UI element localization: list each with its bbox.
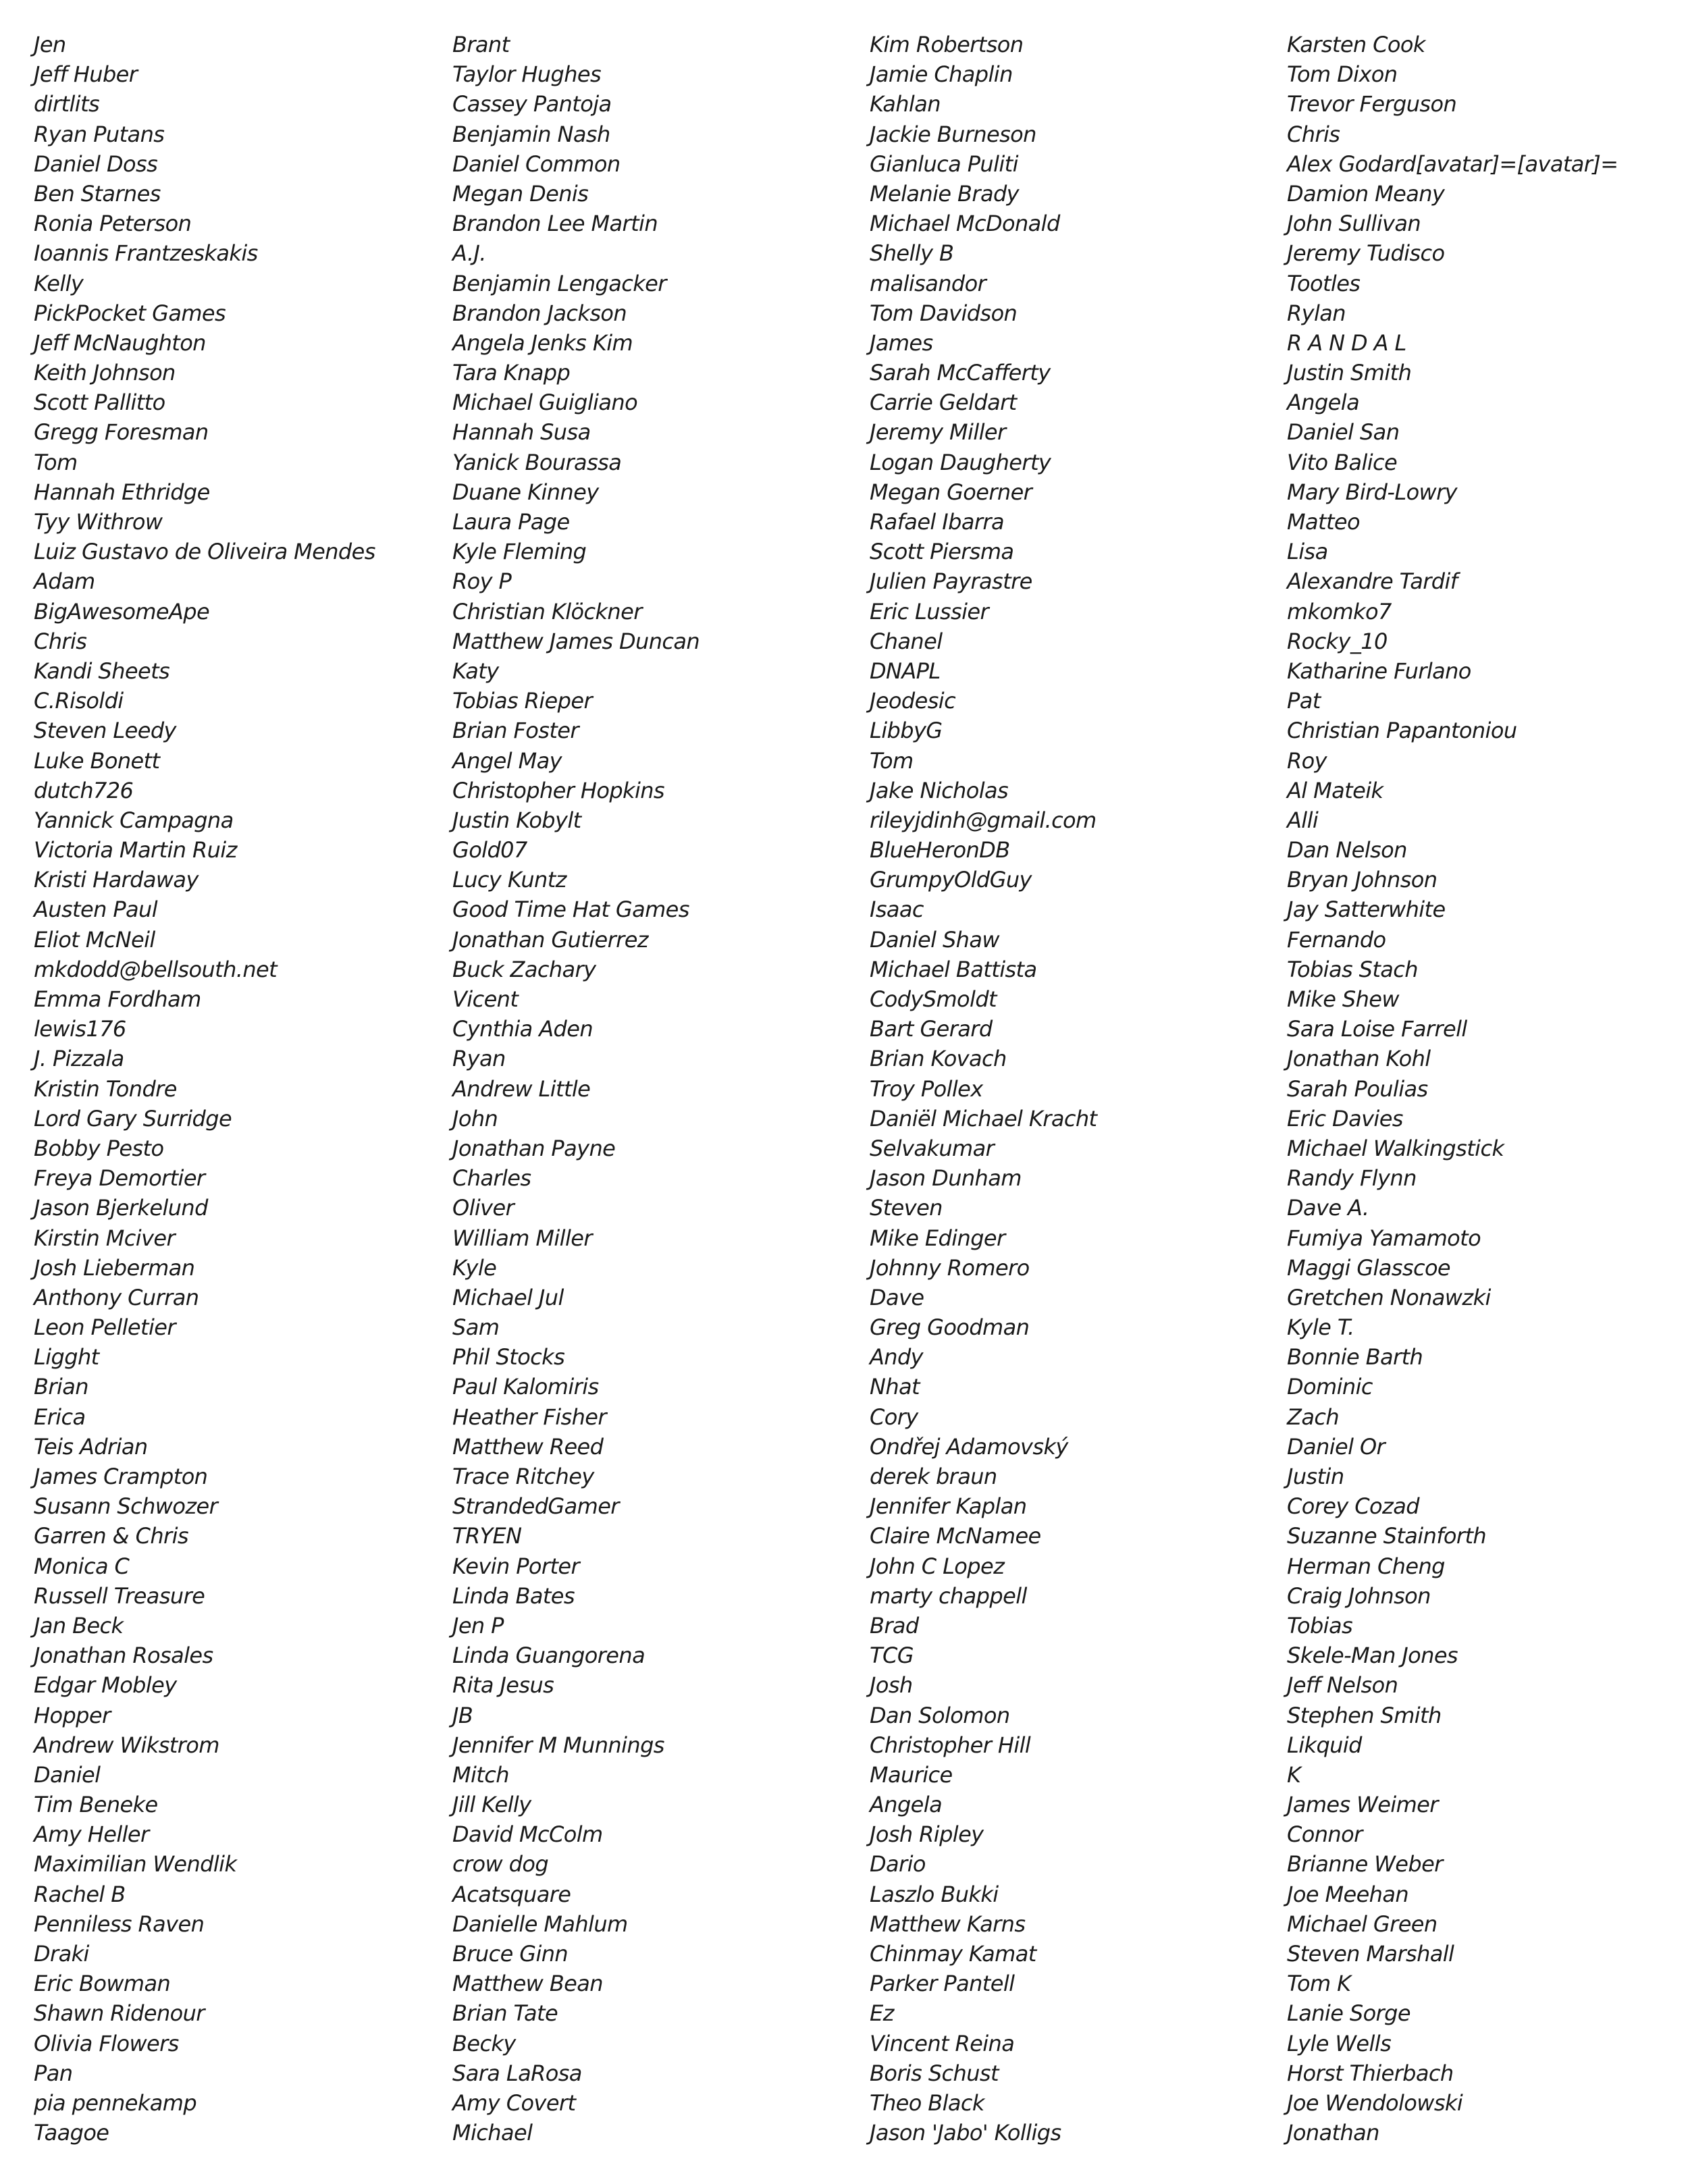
backer-name: Emma Fordham [34,986,201,1012]
backer-name: Michael Walkingstick [1287,1135,1504,1161]
backer-name: Lisa [1287,539,1328,565]
backer-name: Jason Bjerkelund [34,1195,208,1221]
backer-name: GrumpyOldGuy [870,867,1032,893]
backer-name: Yannick Campagna [34,807,234,833]
backer-name: Eric Lussier [870,598,989,624]
backer-name: Cory [870,1404,918,1430]
backer-name: Daniel Common [452,151,621,177]
backer-name: Bryan Johnson [1287,867,1438,893]
backer-name: Mike Shew [1287,986,1399,1012]
backer-name: Pat [1287,688,1321,714]
backer-name: Dave [870,1284,924,1310]
backer-name: Lanie Sorge [1287,2000,1410,2027]
backer-name: Bart Gerard [870,1016,993,1042]
backer-name: Brian Kovach [870,1046,1007,1072]
backer-name: Andrew Wikstrom [34,1732,219,1758]
backer-name: Jan Beck [34,1612,124,1639]
backer-name: Gregg Foresman [34,419,209,446]
backer-name: Tom [34,449,78,475]
backer-name: Michael Green [1287,1911,1438,1937]
backer-name: Jamie Chaplin [870,61,1013,88]
backer-name: Justin Kobylt [452,807,581,833]
backer-name: Hopper [34,1702,111,1728]
backer-name: Laura Page [452,509,570,535]
backer-name: Vincent Reina [870,2030,1015,2056]
backer-name: Brian Foster [452,718,579,744]
backer-name: Tobias Rieper [452,688,592,714]
backer-name: Tom K [1287,1971,1351,1997]
backer-name: Christian Klöckner [452,598,642,624]
backer-name: Jennifer M Munnings [452,1732,664,1758]
backer-name: Alli [1287,807,1319,833]
backer-name: Daniel Doss [34,151,158,177]
backer-name: Linda Guangorena [452,1643,645,1669]
backer-name: Fumiya Yamamoto [1287,1225,1481,1251]
backer-name: Daniel Shaw [870,926,999,953]
backer-name: Claire McNamee [870,1523,1041,1549]
backer-name: Chris [1287,121,1340,147]
backer-name: Tyy Withrow [34,509,163,535]
backer-name: James Weimer [1287,1792,1438,1818]
backer-name: Brandon Jackson [452,300,627,326]
backer-name: Dominic [1287,1374,1373,1400]
backer-name: Keith Johnson [34,360,176,386]
backer-name: Cynthia Aden [452,1016,594,1042]
backer-name: Chinmay Kamat [870,1941,1036,1967]
backer-name: Matthew Bean [452,1971,603,1997]
backer-name: Steven [870,1195,943,1221]
backer-name: Tobias [1287,1612,1353,1639]
backer-name: Daniel San [1287,419,1400,446]
backer-name: Kelly [34,270,84,296]
backer-name: Matthew Karns [870,1911,1026,1937]
backer-name: Pan [34,2060,73,2086]
backer-name: Chanel [870,628,943,654]
backer-name: Lyle Wells [1287,2030,1392,2056]
backer-name: Russell Treasure [34,1582,205,1609]
backer-name: Dario [870,1851,926,1877]
backer-name: Daniël Michael Kracht [870,1105,1097,1131]
backer-name: TCG [870,1643,914,1669]
backer-name: Gold07 [452,837,527,863]
backer-name: Josh [870,1672,913,1699]
backer-name: Andy [870,1344,924,1370]
backer-name: Jen [34,32,66,57]
backer-name: Adam [34,568,95,595]
backer-name: Jason 'Jabo' Kolligs [870,2120,1061,2146]
backer-name: Shawn Ridenour [34,2000,205,2027]
backer-name: Horst Thierbach [1287,2060,1454,2086]
backer-name: Tom Dixon [1287,61,1398,88]
backer-name: Angela [1287,390,1360,416]
backer-name: Karsten Cook [1287,32,1425,57]
backer-name: Kyle [452,1254,497,1281]
backer-name: Sarah Poulias [1287,1075,1428,1102]
backer-name: K [1287,1761,1301,1788]
backer-name: Shelly B [870,240,954,267]
backer-name: CodySmoldt [870,986,997,1012]
backer-name: DNAPL [870,658,941,684]
backer-name: Michael Battista [870,956,1037,982]
backer-name: Julien Payrastre [870,568,1032,595]
backer-name: Josh Lieberman [34,1254,195,1281]
backer-name: Kyle T. [1287,1314,1354,1341]
backer-name: crow dog [452,1851,549,1877]
backer-name: Sarah McCafferty [870,360,1051,386]
backer-name: Herman Cheng [1287,1553,1445,1579]
backer-name: Anthony Curran [34,1284,199,1310]
backer-name: Freya Demortier [34,1165,205,1192]
backer-name: Megan Denis [452,180,589,207]
backer-name: Brianne Weber [1287,1851,1443,1877]
backer-name: Sara LaRosa [452,2060,582,2086]
backer-name: Acatsquare [452,1881,571,1907]
backer-name: dutch726 [34,777,134,803]
backer-name: Ez [870,2000,894,2027]
backer-name: Kim Robertson [870,32,1024,57]
backer-name: Angela [870,1792,943,1818]
backer-name: Josh Ripley [870,1821,984,1848]
backer-name: Ronia Peterson [34,211,192,237]
backer-name: Dave A. [1287,1195,1369,1221]
backer-name: Zach [1287,1404,1340,1430]
backer-name: Likquid [1287,1732,1362,1758]
backer-name: Trevor Ferguson [1287,91,1457,117]
backer-name: Ryan Putans [34,121,165,147]
backer-name: Linda Bates [452,1582,575,1609]
backer-name: Joe Wendolowski [1287,2089,1463,2116]
backer-name: pia pennekamp [34,2089,197,2116]
backer-name: Stephen Smith [1287,1702,1442,1728]
backer-name: Olivia Flowers [34,2030,179,2056]
backer-name: Mary Bird-Lowry [1287,479,1458,505]
backer-name: Johnny Romero [870,1254,1030,1281]
backer-name: Parker Pantell [870,1971,1015,1997]
backer-name: BigAwesomeApe [34,598,210,624]
backer-name: Isaac [870,897,924,923]
backer-name: Eric Bowman [34,1971,171,1997]
backer-name: TRYEN [452,1523,522,1549]
backer-name: Danielle Mahlum [452,1911,628,1937]
backer-name: William Miller [452,1225,592,1251]
backer-name: Carrie Geldart [870,390,1017,416]
backer-name: Bobby Pesto [34,1135,164,1161]
backer-name: Daniel Or [1287,1433,1386,1460]
backer-name: Connor [1287,1821,1363,1848]
backer-name: StrandedGamer [452,1493,619,1520]
backer-name: Justin Smith [1287,360,1412,386]
backer-name: Jonathan Payne [452,1135,616,1161]
backer-name: John C Lopez [870,1553,1005,1579]
backer-name: Chris [34,628,87,654]
backer-name: derek braun [870,1464,997,1489]
backer-name: BlueHeronDB [870,837,1010,863]
backer-name: Charles [452,1165,531,1192]
backer-name: Brian Tate [452,2000,558,2027]
backer-name: Suzanne Stainforth [1287,1523,1487,1549]
backer-name: Amy Heller [34,1821,149,1848]
backer-name: Jonathan Kohl [1287,1046,1431,1072]
backer-name: Fernando [1287,926,1386,953]
backer-name: Jen P [452,1612,504,1639]
backer-name: Kahlan [870,91,941,117]
backer-name: Heather Fisher [452,1404,606,1430]
backer-name: Paul Kalomiris [452,1374,599,1400]
backer-name: Kirstin Mciver [34,1225,176,1251]
backer-name: Draki [34,1941,89,1967]
backer-name: Corey Cozad [1287,1493,1419,1520]
backer-name: Maggi Glasscoe [1287,1254,1451,1281]
name-column-4 [1287,30,1618,2148]
backer-name: Benjamin Nash [452,121,610,147]
backer-name: marty chappell [870,1582,1027,1609]
backer-name: Rachel B [34,1881,126,1907]
backer-name: Theo Black [870,2089,984,2116]
backer-name: Sara Loise Farrell [1287,1016,1467,1042]
backer-name: Michael McDonald [870,211,1060,237]
backer-name: Eric Davies [1287,1105,1403,1131]
backer-name: Jeremy Tudisco [1287,240,1445,267]
backer-name: Rocky_10 [1287,628,1388,654]
backer-name: Joe Meehan [1287,1881,1409,1907]
backer-name: Bonnie Barth [1287,1344,1423,1370]
backer-name: rileyjdinh@gmail.com [870,807,1097,833]
backer-name: mkomko7 [1287,598,1392,624]
backer-name: Rafael Ibarra [870,509,1004,535]
backer-name: Taylor Hughes [452,61,602,88]
backer-name: Vito Balice [1287,449,1398,475]
backer-name: Matteo [1287,509,1360,535]
backer-name: Erica [34,1404,86,1430]
backer-name: Edgar Mobley [34,1672,177,1699]
backer-name: Katharine Furlano [1287,658,1471,684]
backer-name: Good Time Hat Games [452,897,689,923]
backer-name: LibbyG [870,718,943,744]
backer-name: Trace Ritchey [452,1464,594,1489]
backer-name: Tom [870,747,914,774]
backer-name: Damion Meany [1287,180,1445,207]
backer-name: Leon Pelletier [34,1314,176,1341]
backer-name: Matthew Reed [452,1433,604,1460]
backer-name: Alexandre Tardif [1287,568,1458,595]
backer-name: Vicent [452,986,519,1012]
name-column-1 [34,30,375,2148]
backer-name: Jason Dunham [870,1165,1022,1192]
backer-name: Jeff Huber [34,61,138,88]
backer-name: lewis176 [34,1016,126,1042]
backer-name: Matthew James Duncan [452,628,700,654]
backer-name: Randy Flynn [1287,1165,1417,1192]
backer-name: dirtlits [34,91,100,117]
backer-name: James Crampton [34,1464,208,1489]
backer-name: Jonathan [1287,2120,1379,2146]
backer-name: Tim Beneke [34,1792,158,1818]
backer-name: R A N D A L [1287,329,1406,356]
backer-name: Dan Nelson [1287,837,1407,863]
backer-name: Brandon Lee Martin [452,211,658,237]
backer-name: Sam [452,1314,500,1341]
backer-name: David McColm [452,1821,603,1848]
backer-name: Brad [870,1612,919,1639]
backer-name: Roy P [452,568,512,595]
backer-name: Rylan [1287,300,1346,326]
backer-name: Craig Johnson [1287,1582,1431,1609]
backer-name: Jake Nicholas [870,777,1009,803]
backer-name: Mike Edinger [870,1225,1005,1251]
backer-name: Ondřej Adamovský [870,1433,1068,1460]
backer-name: Troy Pollex [870,1075,983,1102]
backer-name: Jennifer Kaplan [870,1493,1027,1520]
backer-name: Scott Piersma [870,539,1014,565]
backer-name: Jeodesic [870,688,956,714]
backer-name: Buck Zachary [452,956,596,982]
backer-name: Teis Adrian [34,1433,148,1460]
backer-name: Taagoe [34,2120,109,2146]
backer-name: Michael Guigliano [452,390,638,416]
backer-name: Penniless Raven [34,1911,205,1937]
backer-name: Angel May [452,747,562,774]
backer-name: Selvakumar [870,1135,995,1161]
backer-name: Ryan [452,1046,506,1072]
backer-name: Megan Goerner [870,479,1032,505]
backer-name: Amy Covert [452,2089,576,2116]
backer-name: Justin [1287,1464,1344,1489]
backer-name: Garren & Chris [34,1523,188,1549]
backer-name: Gianluca Puliti [870,151,1018,177]
backer-name: Cassey Pantoja [452,91,612,117]
backer-name: Rita Jesus [452,1672,554,1699]
backer-name: Brian [34,1374,88,1400]
backer-name: Melanie Brady [870,180,1019,207]
backer-name: Jonathan Rosales [34,1643,213,1669]
backer-name: Monica C [34,1553,130,1579]
backer-name: Michael Jul [452,1284,564,1310]
backer-name: Scott Pallitto [34,390,165,416]
backer-name: Boris Schust [870,2060,999,2086]
backer-name: John Sullivan [1287,211,1421,237]
backer-name: Kyle Fleming [452,539,587,565]
backer-name: Lucy Kuntz [452,867,566,893]
backer-name: Jay Satterwhite [1287,897,1446,923]
backer-name: C.Risoldi [34,688,124,714]
backer-name: Luiz Gustavo de Oliveira Mendes [34,539,375,565]
backer-name: PickPocket Games [34,300,226,326]
backer-name: Christopher Hill [870,1732,1031,1758]
backer-name: Christian Papantoniou [1287,718,1517,744]
backer-name: Roy [1287,747,1327,774]
backer-name: Tara Knapp [452,360,571,386]
backer-name: Tobias Stach [1287,956,1418,982]
backer-name: Kristin Tondre [34,1075,177,1102]
backer-name: Ioannis Frantzeskakis [34,240,258,267]
backer-name: Gretchen Nonawzki [1287,1284,1491,1310]
backer-name: mkdodd@bellsouth.net [34,956,278,982]
backer-name: Susann Schwozer [34,1493,218,1520]
backer-name: Kristi Hardaway [34,867,199,893]
backer-name: Mitch [452,1761,509,1788]
backer-name: Tootles [1287,270,1361,296]
backer-name: Logan Daugherty [870,449,1051,475]
backer-name: Jonathan Gutierrez [452,926,648,953]
backer-name: Laszlo Bukki [870,1881,999,1907]
backer-name: Victoria Martin Ruiz [34,837,237,863]
backer-name: Jeremy Miller [870,419,1006,446]
backer-name: James [870,329,933,356]
backer-name: Lord Gary Surridge [34,1105,232,1131]
backer-name: Becky [452,2030,516,2056]
backer-name: A.J. [452,240,486,267]
backer-name: Steven Leedy [34,718,176,744]
backer-name: JB [452,1702,473,1728]
backer-name: Jackie Burneson [870,121,1036,147]
backer-name: malisandor [870,270,986,296]
backer-name: Hannah Ethridge [34,479,210,505]
backer-name: Christopher Hopkins [452,777,665,803]
backer-name: Al Mateik [1287,777,1383,803]
backer-name: Yanick Bourassa [452,449,622,475]
backer-name: Ligght [34,1344,99,1370]
backer-name: Benjamin Lengacker [452,270,666,296]
backer-name: Bruce Ginn [452,1941,569,1967]
backer-name: Jeff McNaughton [34,329,206,356]
backer-name: Nhat [870,1374,920,1400]
backer-name: Brant [452,32,510,57]
backer-name: Jill Kelly [452,1792,531,1818]
backer-name: Jeff Nelson [1287,1672,1398,1699]
backer-name: Michael [452,2120,533,2146]
backer-name: Maurice [870,1761,953,1788]
name-column-2 [452,30,700,2148]
backer-name: Duane Kinney [452,479,599,505]
backer-name: Luke Bonett [34,747,160,774]
backer-name: Eliot McNeil [34,926,155,953]
backer-name: Greg Goodman [870,1314,1030,1341]
backer-name: Katy [452,658,499,684]
backer-name: Oliver [452,1195,515,1221]
backer-name: Andrew Little [452,1075,591,1102]
backer-name: Daniel [34,1761,101,1788]
backer-name: Kevin Porter [452,1553,580,1579]
backer-name: Dan Solomon [870,1702,1010,1728]
backer-name: Kandi Sheets [34,658,170,684]
backer-name: Maximilian Wendlik [34,1851,237,1877]
backer-name: Ben Starnes [34,180,161,207]
backer-name: Angela Jenks Kim [452,329,633,356]
backer-name: John [452,1105,498,1131]
backer-name: Skele-Man Jones [1287,1643,1458,1669]
backer-name: Austen Paul [34,897,158,923]
backer-name: Hannah Susa [452,419,591,446]
name-column-3 [870,30,1097,2148]
backer-name: Alex Godard[avatar]=[avatar]= [1287,151,1618,177]
backer-name: Phil Stocks [452,1344,565,1370]
backer-name: Tom Davidson [870,300,1018,326]
backer-name: Steven Marshall [1287,1941,1454,1967]
backer-name: J. Pizzala [34,1046,124,1072]
